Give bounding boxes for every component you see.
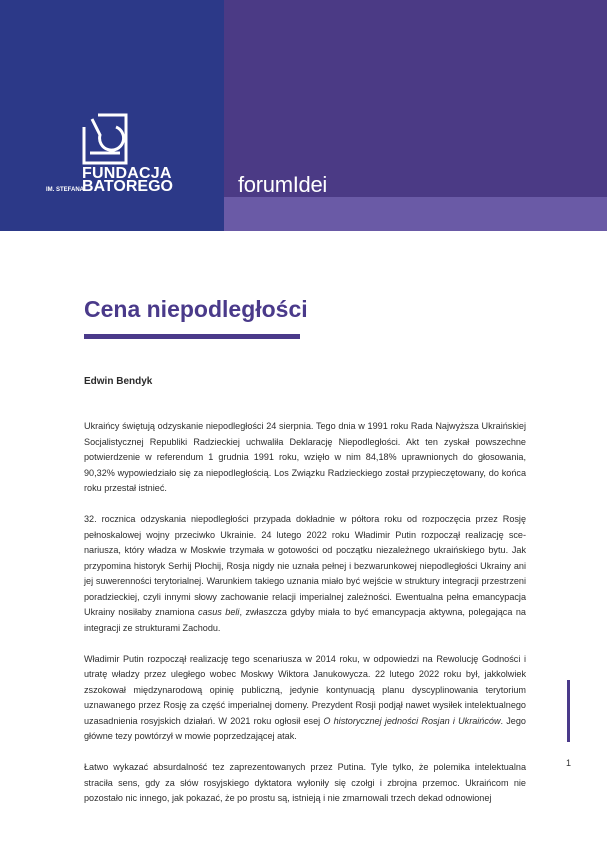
logo-text-prefix: IM. STEFANA [46,187,85,193]
header-accent-strip [224,197,607,231]
series-name: forumIdei [238,172,328,197]
article-body [84,419,526,807]
header-banner [0,0,607,231]
article-author: Edwin Bendyk [84,376,153,387]
paragraph: Ukraińcy świętują odzyskanie niepodległości 24 sierpnia. Tego dnia w 1991 roku Rada Najwyższa Ukraińskiej Socjalistycznej Republiki Radzieckiej uchwaliła Deklarację Niepodległości. Akt ten zyskał powszechne potwierdzenie w referendum 1 grudnia 1991 roku, wzięło w nim 84,18% uprawnionych do głosowania, 90,32% wypowiedziało się za niepodległością. Los Związku Radzieckiego został przypieczętowany, do końca roku przestał istnieć. [84,421,526,493]
fundacja-logo-icon [82,113,128,165]
logo-text-fundacja: FUNDACJA [82,165,172,182]
page-number: 1 [566,758,572,768]
margin-accent-bar [567,680,570,742]
logo-text-batorego: BATOREGO [82,178,173,195]
paragraph: 32. rocznica odzyskania niepodległości przypada dokładnie w półtora roku od rozpoczęcia przez Rosję pełnoskalowej wojny przeciwko Ukrainie. 24 lutego 2022 roku Władimir Putin rozpoczął realizację scenariusza, który władza w Moskwie trzymała w gotowości od początku niezależnego ukraińskiego bytu. Jak przypomina historyk Serhij Płochij, Rosja nigdy nie uznała pełnej i bezwarunkowej niepodległości Ukrainy ani jej suwerenności terytorialnej. Warunkiem takiego uznania miało być wejście w struktury integracji przestrzeni poradzieckiej, czyli innymi słowy zachowanie relacji imperialnej zależności. Ewentualna pełna emancypacja Ukrainy nosiłaby znamiona casus beli, zwłaszcza gdyby miała to być emancypacja aktywna, polegająca na integracji ze strukturami Zachodu. [84,514,526,633]
paragraph: Władimir Putin rozpoczął realizację tego scenariusza w 2014 roku, w odpowiedzi na Rewolucję Godności i utratę władzy przez uległego wobec Moskwy Wiktora Janukowycza. 22 lutego 2022 roku był, jakkolwiek zszokował międzynarodową opinię publiczną, jedynie kontynuacją planu dyscyplinowania terytorium uznawanego przez Rosję za część imperialnej domeny. Prezydent Rosji podjął nawet wysiłek intelektualnego uzasadnienia rosyjskich działań. W 2021 roku ogłosił esej O historycznej jedności Rosjan i Ukraińców. Jego główne tezy powtórzył w mowie poprzedzającej atak. [84,653,526,741]
article-title: Cena niepodległości [84,296,308,322]
title-underline [84,334,300,339]
paragraph: Łatwo wykazać absurdalność tez zaprezentowanych przez Putina. Tyle tylko, że polemika intelektualna straciła sens, gdy za słów rosyjskiego dyktatora wyłoniły się czołgi i zbrojna przemoc. Ukraińcom nie pozostało nic innego, jak pokazać, że po prostu są, istnieją i nie zmarnowali trzech dekad odnowionej [84,762,526,803]
